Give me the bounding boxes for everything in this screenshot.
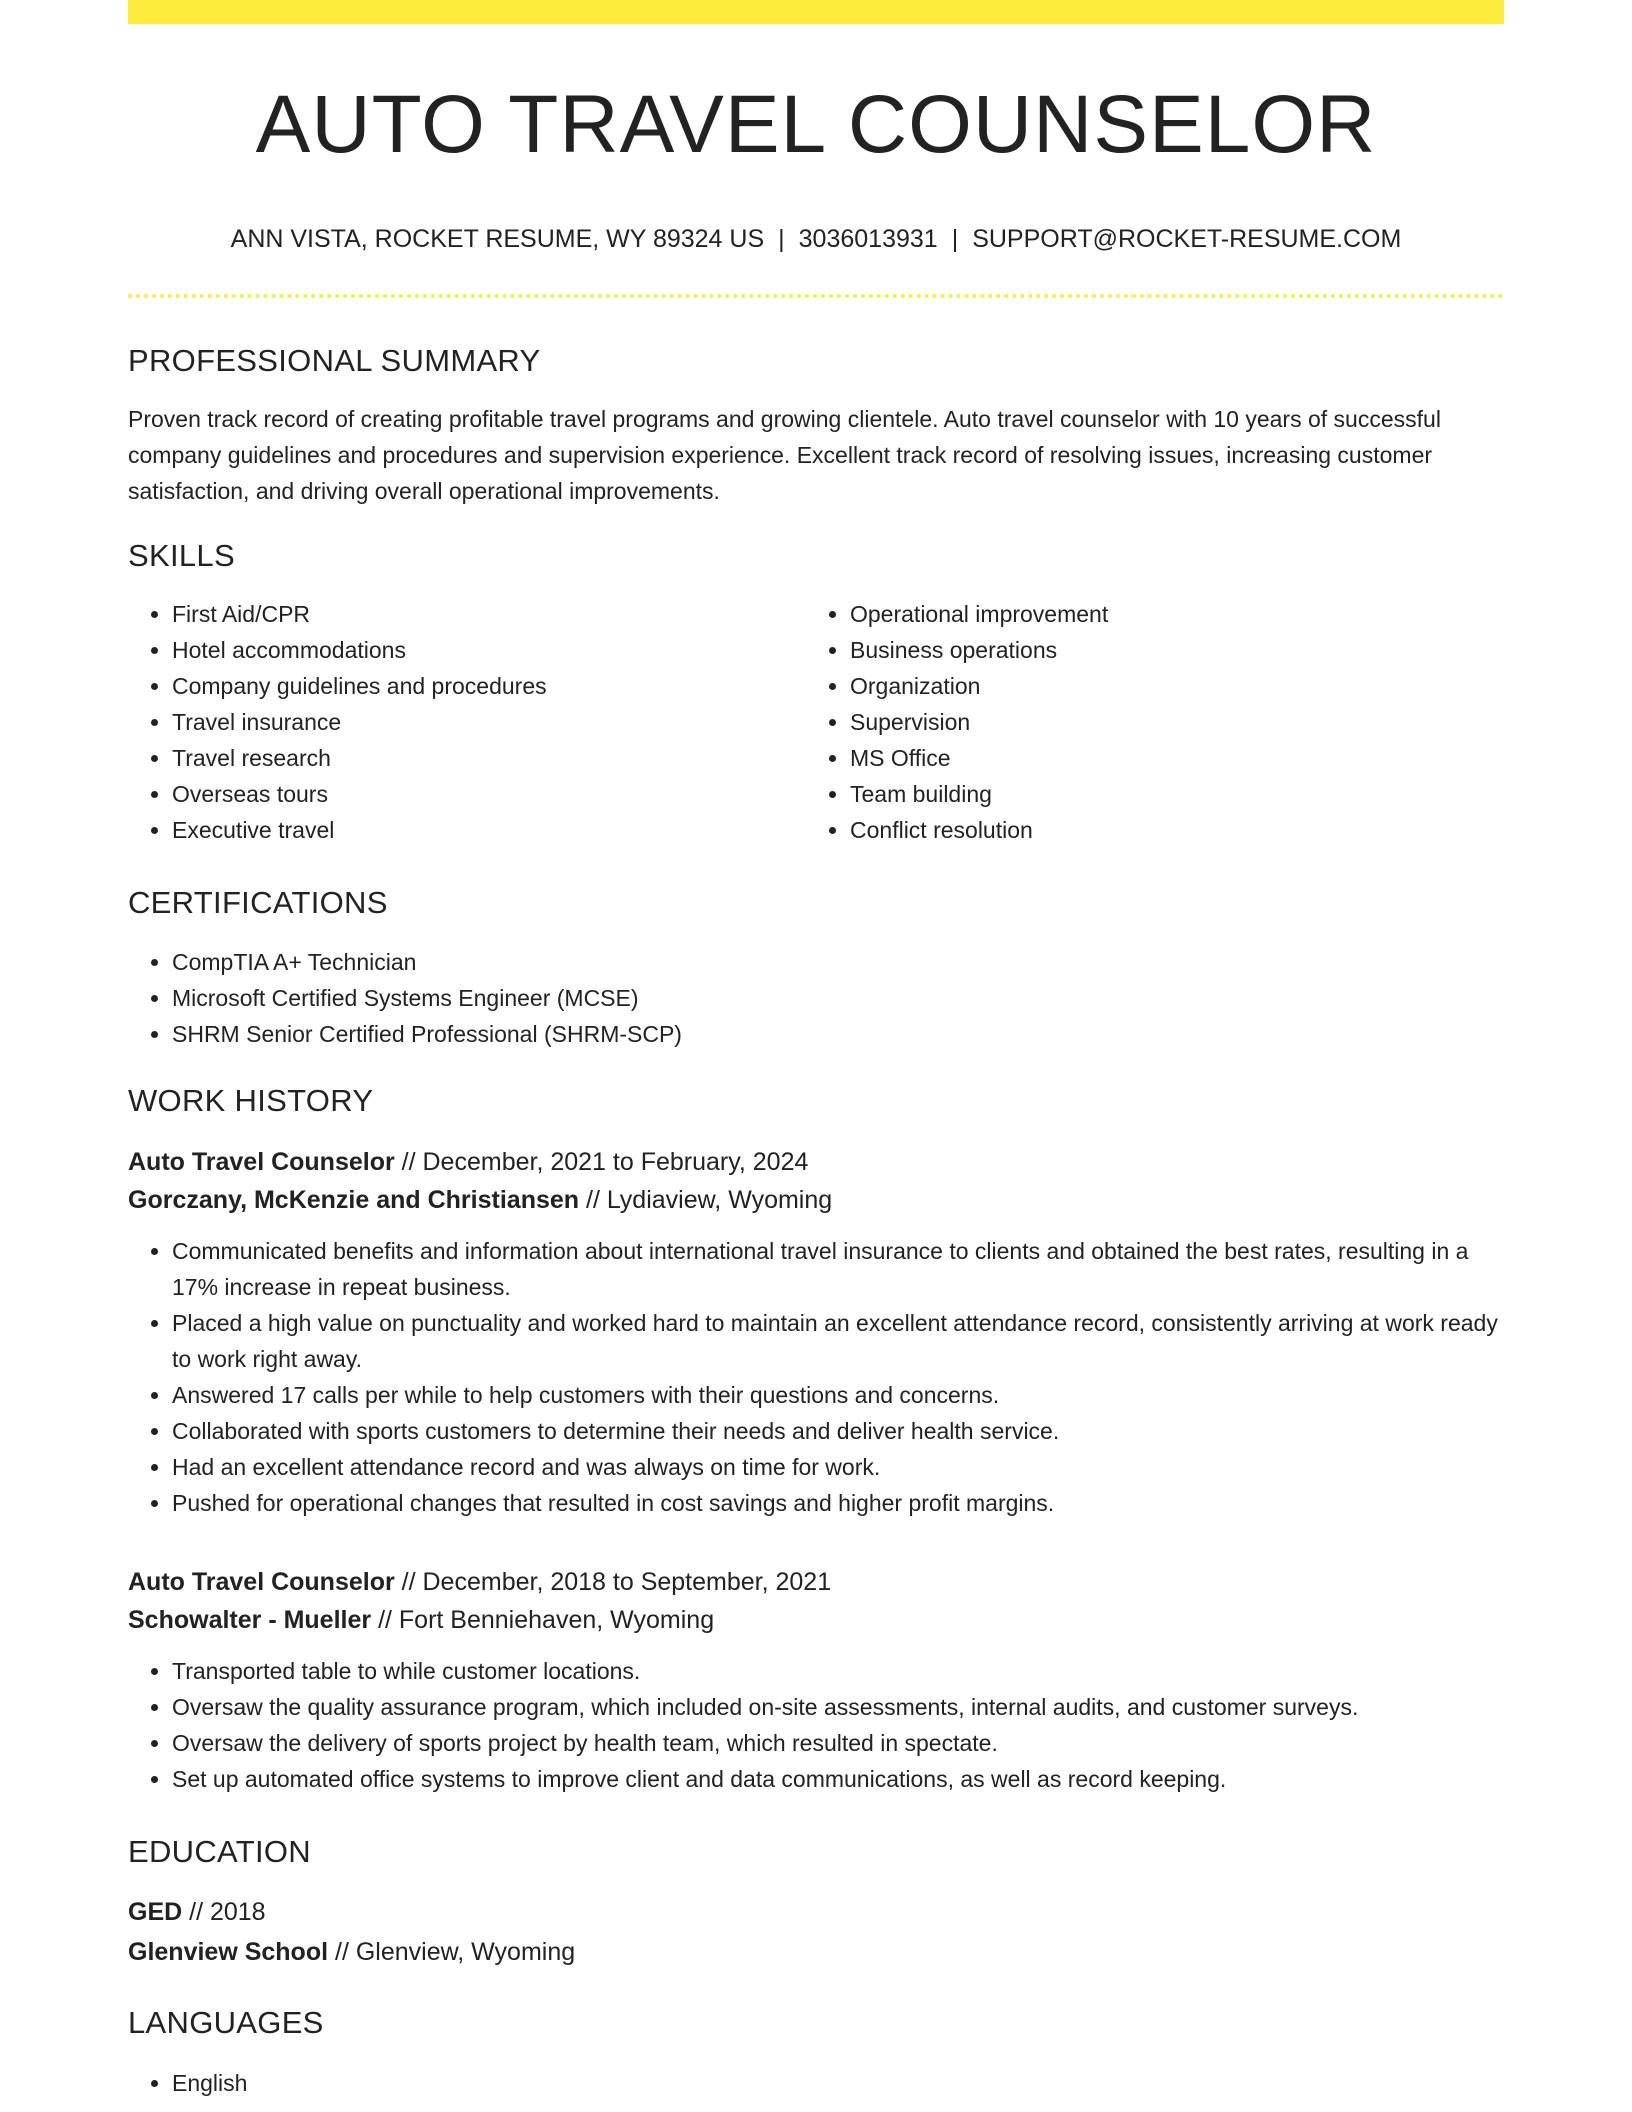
- job-company: Schowalter - Mueller: [128, 1605, 372, 1634]
- certification-item: • Microsoft Certified Systems Engineer (MCSE): [172, 980, 1504, 1016]
- education-degree-line: [128, 1892, 1504, 1932]
- contact-address: ANN VISTA, ROCKET RESUME, WY 89324 US: [230, 225, 765, 254]
- candidate-name: AUTO TRAVEL COUNSELOR: [255, 79, 1377, 170]
- skill-item: • Company guidelines and procedures: [172, 668, 806, 704]
- skills-list-left: [128, 596, 806, 848]
- skill-item: • MS Office: [850, 740, 1484, 776]
- resume-page: [128, 0, 1504, 2101]
- education-degree: GED: [128, 1898, 183, 1927]
- section-title-education: EDUCATION: [128, 1833, 311, 1869]
- summary-section: [128, 342, 1504, 509]
- skills-list-right: [806, 596, 1484, 848]
- skills-column-left: [128, 596, 806, 848]
- work-history-section: [128, 1082, 1504, 1797]
- job-role: Auto Travel Counselor: [128, 1147, 395, 1176]
- skill-item: • Overseas tours: [172, 776, 806, 812]
- job-company: Gorczany, McKenzie and Christiansen: [128, 1185, 580, 1214]
- skills-section: [128, 537, 1504, 848]
- contact-phone: 3036013931: [798, 225, 938, 254]
- job-bullet: • Set up automated office systems to improve client and data communications, as well as record keeping.: [172, 1761, 1504, 1797]
- section-title-skills: SKILLS: [128, 538, 235, 574]
- summary-text: Proven track record of creating profitable travel programs and growing clientele. Auto travel counselor with 10 years of successful company guidelines and procedures and supervision experience. Excellent track record of resolving issues, increasing customer satisfaction, and driving overall operational improvements.: [128, 406, 1441, 505]
- education-entry: [128, 1892, 1504, 1972]
- job-bullet: • Oversaw the quality assurance program, which included on-site assessments, internal audits, and customer surveys.: [172, 1689, 1504, 1725]
- certifications-list: [128, 944, 1504, 1052]
- language-item: • English: [172, 2065, 1504, 2101]
- education-section: [128, 1833, 1504, 1972]
- section-title-certifications: CERTIFICATIONS: [128, 885, 388, 921]
- skill-item: • Operational improvement: [850, 596, 1484, 632]
- contact-separator: |: [951, 225, 959, 254]
- job-role: Auto Travel Counselor: [128, 1567, 395, 1596]
- education-location: // Glenview, Wyoming: [328, 1938, 576, 1967]
- job-role-line: [128, 1563, 1504, 1601]
- job-bullet: • Transported table to while customer locations.: [172, 1653, 1504, 1689]
- contact-line: [128, 224, 1504, 254]
- header-divider: [128, 294, 1504, 298]
- skill-item: • Executive travel: [172, 812, 806, 848]
- job-bullet: • Placed a high value on punctuality and worked hard to maintain an excellent attendance record, consistently arriving at work ready to work right away.: [172, 1305, 1504, 1377]
- education-school: Glenview School: [128, 1938, 329, 1967]
- job-bullet: • Collaborated with sports customers to determine their needs and deliver health service.: [172, 1413, 1504, 1449]
- certifications-section: [128, 884, 1504, 1051]
- certification-item: • SHRM Senior Certified Professional (SHRM-SCP): [172, 1016, 1504, 1052]
- job-dates: // December, 2021 to February, 2024: [394, 1147, 809, 1176]
- languages-list: [128, 2065, 1504, 2101]
- job-entry: [128, 1563, 1504, 1797]
- skill-item: • First Aid/CPR: [172, 596, 806, 632]
- job-bullets: [128, 1653, 1504, 1797]
- section-title-summary: PROFESSIONAL SUMMARY: [128, 343, 541, 379]
- section-title-languages: LANGUAGES: [128, 2005, 324, 2041]
- languages-section: [128, 2004, 1504, 2101]
- education-school-line: [128, 1932, 1504, 1972]
- job-bullets: [128, 1233, 1504, 1521]
- job-company-line: [128, 1601, 1504, 1639]
- skill-item: • Organization: [850, 668, 1484, 704]
- skill-item: • Travel research: [172, 740, 806, 776]
- skill-item: • Supervision: [850, 704, 1484, 740]
- skills-grid: [128, 596, 1504, 848]
- contact-separator: |: [778, 225, 785, 254]
- section-title-work-history: WORK HISTORY: [128, 1082, 374, 1118]
- skills-column-right: [806, 596, 1484, 848]
- job-bullet: • Communicated benefits and information about international travel insurance to clients and obtained the best rates, resulting in a 17% increase in repeat business.: [172, 1233, 1504, 1305]
- contact-email: SUPPORT@ROCKET-RESUME.COM: [972, 225, 1402, 254]
- job-dates: // December, 2018 to September, 2021: [394, 1567, 832, 1596]
- accent-bar: [128, 0, 1504, 24]
- job-role-line: [128, 1143, 1504, 1181]
- job-location: // Fort Benniehaven, Wyoming: [371, 1605, 715, 1634]
- certification-item: • CompTIA A+ Technician: [172, 944, 1504, 980]
- job-bullet: • Pushed for operational changes that resulted in cost savings and higher profit margins.: [172, 1485, 1504, 1521]
- skill-item: • Travel insurance: [172, 704, 806, 740]
- skill-item: • Conflict resolution: [850, 812, 1484, 848]
- job-bullet: • Oversaw the delivery of sports project by health team, which resulted in spectate.: [172, 1725, 1504, 1761]
- job-bullet: • Answered 17 calls per while to help customers with their questions and concerns.: [172, 1377, 1504, 1413]
- education-year: // 2018: [182, 1898, 266, 1927]
- job-location: // Lydiaview, Wyoming: [579, 1185, 833, 1214]
- skill-item: • Team building: [850, 776, 1484, 812]
- job-bullet: • Had an excellent attendance record and was always on time for work.: [172, 1449, 1504, 1485]
- skill-item: • Business operations: [850, 632, 1484, 668]
- job-company-line: [128, 1181, 1504, 1219]
- job-entry: [128, 1143, 1504, 1521]
- skill-item: • Hotel accommodations: [172, 632, 806, 668]
